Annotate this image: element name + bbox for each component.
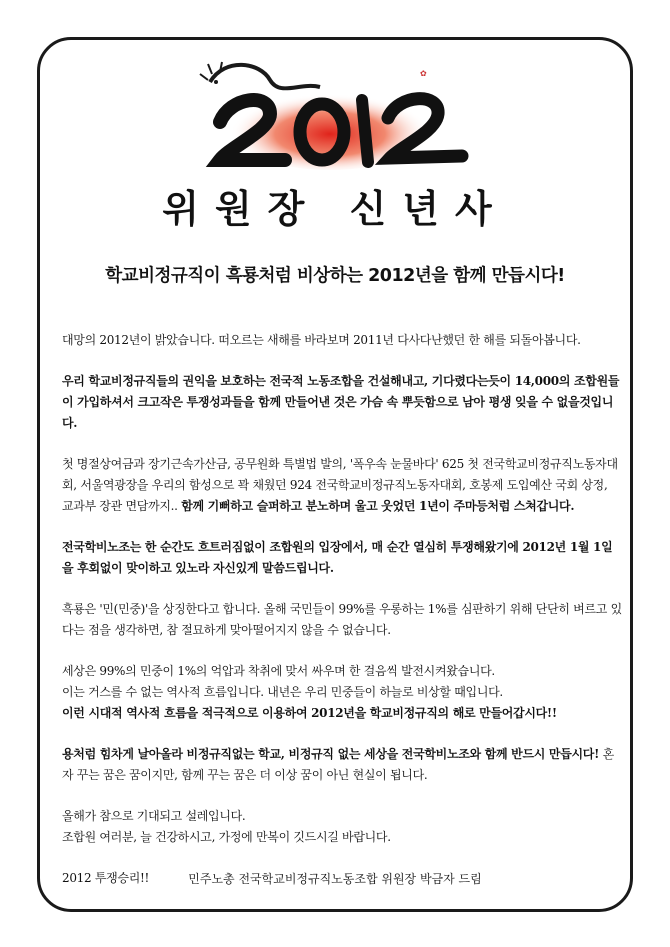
signature: 민주노총 전국학교비정규직노동조합 위원장 박금자 드림	[188, 872, 482, 886]
dragon-2012-logo	[190, 52, 480, 172]
seal-stamp: ✿	[420, 69, 427, 78]
paragraph: 올해가 참으로 기대되고 설레입니다. 조합원 여러분, 늘 건강하시고, 가정에 만복이 깃드시길 바랍니다.	[62, 809, 391, 844]
paragraph: 흑룡은 '민(민중)'을 상징한다고 합니다. 올해 국민들이 99%를 우롱하는 1%를 심판하기 위해 단단히 벼르고 있다는 점을 생각하면, 참 절묘하게 맞아떨어지지 않을 수 없습니다.	[62, 602, 622, 637]
paragraph: 2012 투쟁승리!!	[62, 871, 150, 885]
paragraph: 용처럼 힘차게 날아올라 비정규직없는 학교, 비정규직 없는 세상을 전국학비노조와 함께 반드시 만듭시다! 혼자 꾸는 꿈은 꿈이지만, 함께 꾸는 꿈은 더 이상 꿈이 아닌 현실이 됩니다.	[62, 747, 614, 782]
headline: 학교비정규직이 흑룡처럼 비상하는 2012년을 함께 만듭시다!	[105, 266, 565, 286]
paragraph: 첫 명절상여금과 장기근속가산금, 공무원화 특별법 발의, '폭우속 눈물바다' 625 첫 전국학교비정규직노동자대회, 서울역광장을 우리의 함성으로 꽉 채웠던 924 전국학교비정규직노동자대회, 호봉제 도입예산 국회 상정, 교과부 장관 면담까지.. 함께 기뻐하고 슬퍼하고 분노하며 울고 웃었던 1년이 주마등처럼 스쳐갑니다.	[62, 457, 618, 513]
letter-body	[62, 330, 622, 909]
paragraph: 대망의 2012년이 밝았습니다. 떠오르는 새해를 바라보며 2011년 다사다난했던 한 해를 되돌아봅니다.	[62, 333, 581, 347]
paragraph: 세상은 99%의 민중이 1%의 억압과 착취에 맞서 싸우며 한 걸음씩 발전시켜왔습니다. 이는 거스를 수 없는 역사적 흐름입니다. 내년은 우리 민중들이 하늘로 비상할 때입니다. 이런 시대적 역사적 흐름을 적극적으로 이용하여 2012년을 학교비정규직의 해로 만들어갑시다!!	[62, 664, 557, 720]
page-title: 위원장 신년사	[162, 187, 508, 231]
paragraph: 전국학비노조는 한 순간도 흐트러짐없이 조합원의 입장에서, 매 순간 열심히 투쟁해왔기에 2012년 1월 1일을 후회없이 맞이하고 있노라 자신있게 말씀드립니다.	[62, 540, 613, 575]
paragraph: 우리 학교비정규직들의 권익을 보호하는 전국적 노동조합을 건설해내고, 기다렸다는듯이 14,000의 조합원들이 가입하셔서 크고작은 투쟁성과들을 함께 만들어낸 것은 가슴 속 뿌듯함으로 남아 평생 잊을 수 없을것입니다.	[62, 374, 620, 430]
